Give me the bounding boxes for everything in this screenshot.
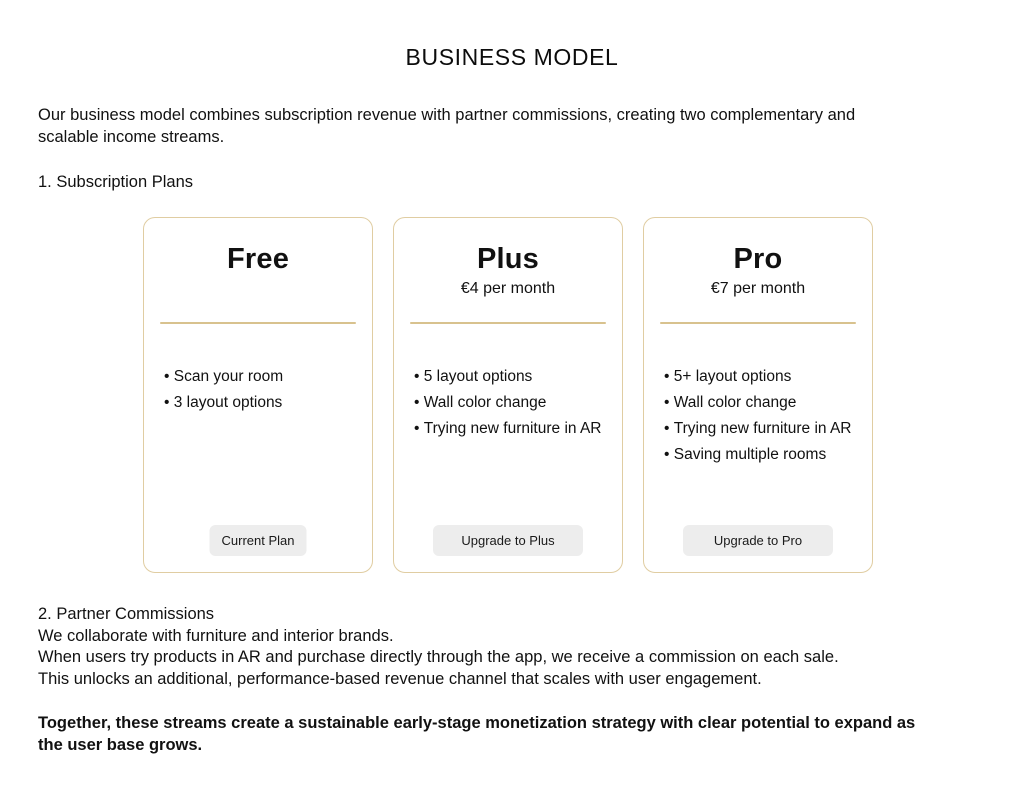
page-title: BUSINESS MODEL [405,44,619,70]
plan-feature: • Trying new furniture in AR [664,416,864,442]
card-divider [410,322,606,324]
partner-line: This unlocks an additional, performance-based revenue channel that scales with user engagement. [38,669,762,688]
plan-feature-list [144,364,372,416]
pricing-card-plus [393,217,623,573]
intro-paragraph: Our business model combines subscription revenue with partner commissions, creating two complementary and scalable income streams. [38,106,856,146]
plan-feature: • Wall color change [414,390,614,416]
plan-feature: • Wall color change [664,390,864,416]
card-divider [660,322,856,324]
partner-commissions-section [38,604,964,690]
card-divider [160,322,356,324]
partner-commissions-heading: 2. Partner Commissions [38,605,215,623]
plan-name: Free [226,243,290,275]
plan-feature-list [644,364,872,468]
plan-feature-list [394,364,622,442]
pricing-cards [143,217,1024,573]
partner-line: When users try products in AR and purchase directly through the app, we receive a commission on each sale. [38,648,839,666]
pricing-card-pro [643,217,873,573]
plan-feature: • Scan your room [164,364,364,390]
plan-price [144,280,372,301]
plan-price: €4 per month [460,280,556,297]
plan-name: Pro [733,243,783,275]
pricing-card-free [143,217,373,573]
closing-statement: Together, these streams create a sustainable early-stage monetization strategy with clear potential to expand as the user base grows. [38,714,916,754]
plan-feature: • 3 layout options [164,390,364,416]
plan-name: Plus [476,243,540,275]
plan-feature: • 5 layout options [414,364,614,390]
current-plan-button[interactable]: Current Plan [210,525,307,556]
plan-feature: • Trying new furniture in AR [414,416,614,442]
upgrade-to-plus-button[interactable]: Upgrade to Plus [433,525,583,556]
subscription-plans-heading: 1. Subscription Plans [38,173,194,191]
plan-feature: • 5+ layout options [664,364,864,390]
upgrade-to-pro-button[interactable]: Upgrade to Pro [683,525,833,556]
plan-feature: • Saving multiple rooms [664,442,864,468]
plan-price: €7 per month [710,280,806,297]
partner-line: We collaborate with furniture and interior brands. [38,626,394,645]
